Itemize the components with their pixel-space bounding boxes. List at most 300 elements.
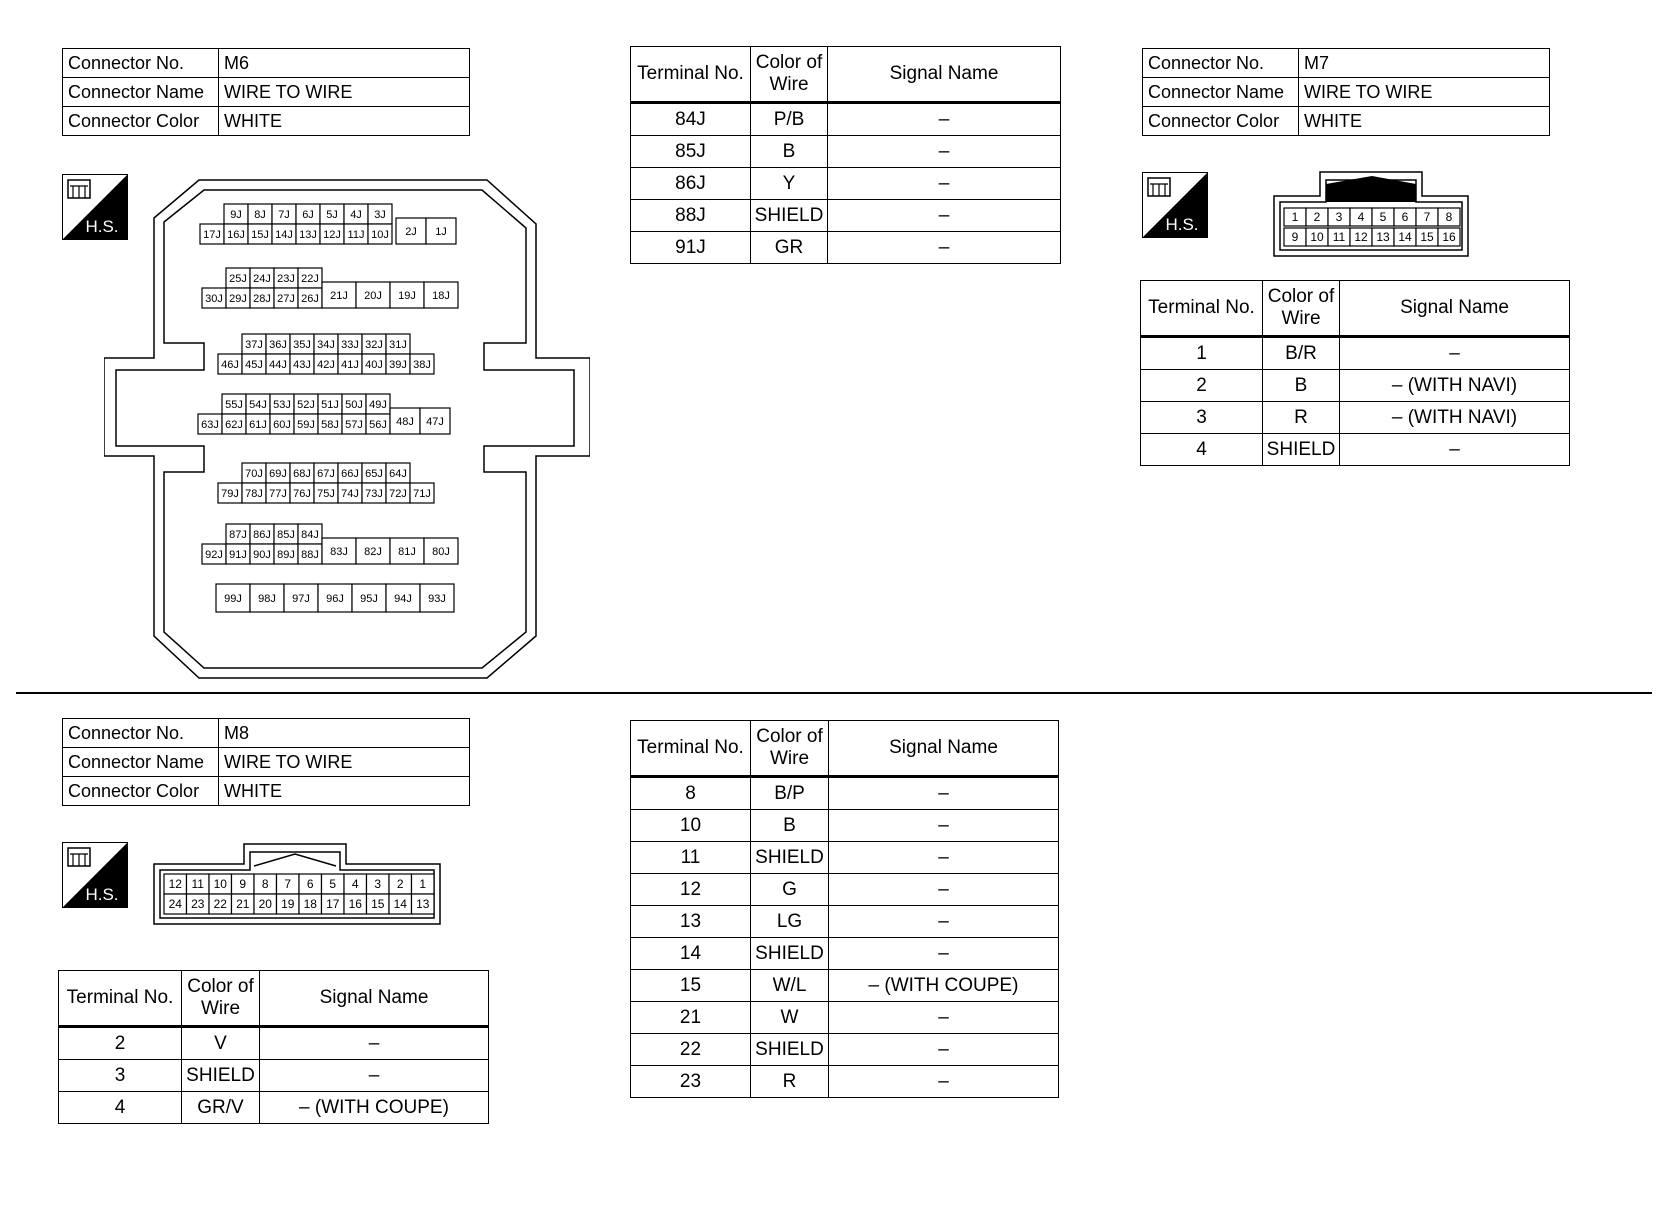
wire-color: SHIELD xyxy=(182,1060,260,1092)
signal-name: – (WITH NAVI) xyxy=(1340,370,1570,402)
pin-cell xyxy=(226,524,250,544)
pin-cell xyxy=(270,414,294,434)
pin-cell xyxy=(426,218,456,244)
pin-cell xyxy=(356,538,390,564)
terminal-no: 13 xyxy=(631,906,751,938)
pin-cell xyxy=(209,894,232,914)
pin-cell xyxy=(338,354,362,374)
pin-cell xyxy=(164,894,187,914)
wire-color: B/P xyxy=(751,777,829,810)
pin-label: 56J xyxy=(369,419,387,431)
pin-label: 28J xyxy=(253,293,271,305)
pin-cell xyxy=(322,538,356,564)
pin-cell xyxy=(362,354,386,374)
pin-label: 21 xyxy=(236,897,250,911)
pin-cell xyxy=(424,282,458,308)
pin-label: 1 xyxy=(1291,210,1299,224)
pin-label: 77J xyxy=(269,488,287,500)
pin-label: 42J xyxy=(317,359,335,371)
pin-label: 32J xyxy=(365,339,383,351)
pin-cell xyxy=(390,538,424,564)
pin-label: 50J xyxy=(345,399,363,411)
section-divider xyxy=(16,692,1652,694)
pin-cell xyxy=(224,204,248,224)
pin-label: 89J xyxy=(277,549,295,561)
signal-name: – xyxy=(828,103,1061,136)
table-row xyxy=(631,103,1061,136)
pin-cell xyxy=(322,894,345,914)
pin-label: 4 xyxy=(1357,210,1365,224)
signal-name-header: Signal Name xyxy=(829,721,1059,777)
signal-name: – xyxy=(829,874,1059,906)
pin-cell xyxy=(410,354,434,374)
pin-label: 65J xyxy=(365,468,383,480)
pin-label: 17J xyxy=(203,229,221,241)
pin-label: 14 xyxy=(1398,230,1412,244)
pin-cell xyxy=(209,874,232,894)
pin-label: 7 xyxy=(284,877,292,891)
pin-label: 11 xyxy=(1332,230,1346,244)
pin-cell xyxy=(198,414,222,434)
signal-name: – xyxy=(829,1034,1059,1066)
table-row xyxy=(631,906,1059,938)
pin-label: 22 xyxy=(213,897,227,911)
terminal-no: 84J xyxy=(631,103,751,136)
wire-color: LG xyxy=(751,906,829,938)
pin-label: 5 xyxy=(329,877,337,891)
pin-label: 3J xyxy=(374,209,386,221)
pin-label: 58J xyxy=(321,419,339,431)
pin-cell xyxy=(1416,228,1438,246)
pin-label: 43J xyxy=(293,359,311,371)
pin-cell xyxy=(318,584,352,612)
pin-label: 24 xyxy=(168,897,182,911)
table-row xyxy=(59,1060,489,1092)
pin-cell xyxy=(368,204,392,224)
pin-cell xyxy=(344,204,368,224)
pin-label: 14J xyxy=(275,229,293,241)
pin-label: 6 xyxy=(1401,210,1409,224)
signal-name: – xyxy=(1340,434,1570,466)
pin-label: 70J xyxy=(245,468,263,480)
pin-cell xyxy=(390,408,420,434)
pin-label: 51J xyxy=(321,399,339,411)
pin-cell xyxy=(1372,208,1394,226)
wire-color-header: Color of Wire xyxy=(751,721,829,777)
connector-name-label: Connector Name xyxy=(63,748,219,777)
table-row xyxy=(631,1034,1059,1066)
pin-label: 6 xyxy=(306,877,314,891)
wire-color: R xyxy=(751,1066,829,1098)
terminal-no: 22 xyxy=(631,1034,751,1066)
wire-color: W xyxy=(751,1002,829,1034)
wire-color-header: Color of Wire xyxy=(751,47,828,103)
table-row xyxy=(631,938,1059,970)
pin-cell xyxy=(296,224,320,244)
pin-label: 2J xyxy=(405,226,417,238)
pin-label: 22J xyxy=(301,273,319,285)
pin-cell xyxy=(412,874,435,894)
pin-label: 96J xyxy=(326,593,344,605)
pin-cell xyxy=(270,394,294,414)
connector-no-value: M6 xyxy=(219,49,470,78)
pin-label: 8 xyxy=(1445,210,1453,224)
connector-no-value: M7 xyxy=(1299,49,1550,78)
pin-cell xyxy=(298,288,322,308)
pin-cell xyxy=(1328,228,1350,246)
pin-label: 57J xyxy=(345,419,363,431)
signal-name-header: Signal Name xyxy=(260,971,489,1027)
signal-name: – xyxy=(829,1002,1059,1034)
pin-label: 46J xyxy=(221,359,239,371)
pin-cell xyxy=(1394,208,1416,226)
pin-label: 48J xyxy=(396,416,414,428)
pin-label: 63J xyxy=(201,419,219,431)
pin-cell xyxy=(386,334,410,354)
pin-cell xyxy=(284,584,318,612)
pin-cell xyxy=(242,463,266,483)
pin-cell xyxy=(246,414,270,434)
pin-label: 16 xyxy=(1442,230,1456,244)
hs-label: H.S. xyxy=(1165,215,1199,234)
signal-name: – xyxy=(829,1066,1059,1098)
pin-cell xyxy=(1350,228,1372,246)
pin-label: 99J xyxy=(224,593,242,605)
pin-label: 92J xyxy=(205,549,223,561)
hs-label: H.S. xyxy=(85,217,119,236)
pin-label: 24J xyxy=(253,273,271,285)
pin-cell xyxy=(202,288,226,308)
pin-cell xyxy=(314,463,338,483)
pin-label: 53J xyxy=(273,399,291,411)
signal-name-header: Signal Name xyxy=(828,47,1061,103)
pin-cell xyxy=(314,334,338,354)
pin-cell xyxy=(272,204,296,224)
pin-label: 16 xyxy=(348,897,362,911)
pin-label: 69J xyxy=(269,468,287,480)
pin-label: 95J xyxy=(360,593,378,605)
pin-cell xyxy=(164,874,187,894)
pin-label: 15 xyxy=(1420,230,1434,244)
pin-cell xyxy=(318,394,342,414)
terminal-no-header: Terminal No. xyxy=(1141,281,1263,337)
signal-name: – xyxy=(828,200,1061,232)
pin-label: 4J xyxy=(350,209,362,221)
pin-label: 38J xyxy=(413,359,431,371)
pin-label: 37J xyxy=(245,339,263,351)
pin-cell xyxy=(299,894,322,914)
pin-cell xyxy=(250,268,274,288)
pin-cell xyxy=(272,224,296,244)
pin-cell xyxy=(1350,208,1372,226)
pin-label: 15 xyxy=(371,897,385,911)
signal-name: – xyxy=(260,1027,489,1060)
pin-cell xyxy=(250,584,284,612)
pin-label: 68J xyxy=(293,468,311,480)
pin-cell xyxy=(412,894,435,914)
pin-cell xyxy=(277,874,300,894)
pin-cell xyxy=(250,288,274,308)
pin-cell xyxy=(390,282,424,308)
pin-cell xyxy=(314,354,338,374)
pin-label: 19J xyxy=(398,290,416,302)
pin-label: 1 xyxy=(419,877,427,891)
pin-cell xyxy=(248,224,272,244)
terminal-no: 23 xyxy=(631,1066,751,1098)
connector-name-value: WIRE TO WIRE xyxy=(219,78,470,107)
pin-cell xyxy=(366,414,390,434)
pin-cell xyxy=(290,354,314,374)
connector-no-label: Connector No. xyxy=(63,719,219,748)
pin-label: 3 xyxy=(374,877,382,891)
pin-label: 34J xyxy=(317,339,335,351)
pin-label: 5 xyxy=(1379,210,1387,224)
pin-cell xyxy=(338,463,362,483)
pin-label: 83J xyxy=(330,546,348,558)
pin-cell xyxy=(320,204,344,224)
pin-cell xyxy=(368,224,392,244)
pin-cell xyxy=(254,894,277,914)
pin-cell xyxy=(420,584,454,612)
pin-cell xyxy=(202,544,226,564)
pin-cell xyxy=(362,483,386,503)
wire-color: SHIELD xyxy=(751,1034,829,1066)
pin-cell xyxy=(232,874,255,894)
terminal-no: 3 xyxy=(59,1060,182,1092)
table-row xyxy=(631,136,1061,168)
pin-label: 13 xyxy=(1376,230,1390,244)
m8-terminal-table-b xyxy=(630,720,1059,1098)
pin-label: 9 xyxy=(239,877,247,891)
pin-cell xyxy=(277,894,300,914)
pin-cell xyxy=(386,584,420,612)
pin-label: 74J xyxy=(341,488,359,500)
pin-label: 27J xyxy=(277,293,295,305)
pin-label: 1J xyxy=(435,226,447,238)
pin-cell xyxy=(290,463,314,483)
pin-label: 81J xyxy=(398,546,416,558)
pin-label: 41J xyxy=(341,359,359,371)
pin-cell xyxy=(318,414,342,434)
wire-color: G xyxy=(751,874,829,906)
harness-side-icon xyxy=(62,842,128,908)
pin-cell xyxy=(200,224,224,244)
pin-cell xyxy=(294,394,318,414)
m6-connector-info xyxy=(62,48,470,136)
pin-label: 2 xyxy=(1313,210,1321,224)
terminal-no-header: Terminal No. xyxy=(631,47,751,103)
pin-label: 49J xyxy=(369,399,387,411)
terminal-no-header: Terminal No. xyxy=(59,971,182,1027)
pin-cell xyxy=(242,483,266,503)
m7-connector-face xyxy=(1270,170,1476,260)
pin-label: 98J xyxy=(258,593,276,605)
pin-cell xyxy=(420,408,450,434)
pin-cell xyxy=(222,414,246,434)
wire-color: SHIELD xyxy=(751,200,828,232)
wire-color: V xyxy=(182,1027,260,1060)
pin-cell xyxy=(298,544,322,564)
terminal-no: 3 xyxy=(1141,402,1263,434)
pin-label: 72J xyxy=(389,488,407,500)
pin-cell xyxy=(274,268,298,288)
pin-cell xyxy=(320,224,344,244)
pin-label: 23 xyxy=(191,897,205,911)
wire-color-header: Color of Wire xyxy=(182,971,260,1027)
signal-name: – xyxy=(829,938,1059,970)
pin-label: 87J xyxy=(229,529,247,541)
connector-name-value: WIRE TO WIRE xyxy=(219,748,470,777)
pin-label: 84J xyxy=(301,529,319,541)
hs-label: H.S. xyxy=(85,885,119,904)
pin-label: 12 xyxy=(1354,230,1368,244)
pin-cell xyxy=(294,414,318,434)
pin-label: 18J xyxy=(432,290,450,302)
wire-color: SHIELD xyxy=(751,842,829,874)
pin-cell xyxy=(266,354,290,374)
pin-label: 55J xyxy=(225,399,243,411)
terminal-no: 4 xyxy=(59,1092,182,1124)
pin-label: 40J xyxy=(365,359,383,371)
wire-color: B xyxy=(1263,370,1340,402)
pin-label: 11J xyxy=(347,229,365,241)
m8-connector-face xyxy=(150,842,446,928)
pin-label: 5J xyxy=(326,209,338,221)
pin-label: 90J xyxy=(253,549,271,561)
table-row xyxy=(631,200,1061,232)
connector-no-label: Connector No. xyxy=(1143,49,1299,78)
pin-label: 61J xyxy=(249,419,267,431)
pin-cell xyxy=(389,894,412,914)
signal-name: – xyxy=(260,1060,489,1092)
pin-label: 16J xyxy=(227,229,245,241)
table-row xyxy=(1141,337,1570,370)
terminal-no: 15 xyxy=(631,970,751,1002)
pin-label: 20 xyxy=(258,897,272,911)
wire-color: B/R xyxy=(1263,337,1340,370)
pin-cell xyxy=(362,463,386,483)
pin-cell xyxy=(248,204,272,224)
pin-label: 75J xyxy=(317,488,335,500)
terminal-no: 91J xyxy=(631,232,751,264)
pin-cell xyxy=(338,334,362,354)
pin-cell xyxy=(232,894,255,914)
connector-color-value: WHITE xyxy=(219,777,470,806)
pin-cell xyxy=(367,894,390,914)
pin-label: 25J xyxy=(229,273,247,285)
pin-cell xyxy=(344,224,368,244)
pin-cell xyxy=(290,334,314,354)
signal-name: – xyxy=(829,842,1059,874)
pin-label: 62J xyxy=(225,419,243,431)
pin-cell xyxy=(1306,208,1328,226)
pin-label: 19 xyxy=(281,897,295,911)
table-row xyxy=(631,777,1059,810)
pin-cell xyxy=(224,224,248,244)
pin-cell xyxy=(250,544,274,564)
wire-color: SHIELD xyxy=(1263,434,1340,466)
pin-cell xyxy=(342,394,366,414)
pin-cell xyxy=(386,354,410,374)
wire-color: Y xyxy=(751,168,828,200)
table-row xyxy=(631,810,1059,842)
pin-cell xyxy=(274,524,298,544)
pin-cell xyxy=(266,483,290,503)
pin-label: 93J xyxy=(428,593,446,605)
terminal-no: 10 xyxy=(631,810,751,842)
pin-cell xyxy=(298,524,322,544)
pin-cell xyxy=(226,288,250,308)
signal-name: – xyxy=(829,906,1059,938)
connector-name-label: Connector Name xyxy=(63,78,219,107)
pin-label: 3 xyxy=(1335,210,1343,224)
pin-label: 23J xyxy=(277,273,295,285)
table-row xyxy=(631,874,1059,906)
wire-color: B xyxy=(751,136,828,168)
pin-label: 14 xyxy=(393,897,407,911)
pin-label: 44J xyxy=(269,359,287,371)
pin-cell xyxy=(187,874,210,894)
wire-color: B xyxy=(751,810,829,842)
pin-cell xyxy=(218,483,242,503)
connector-color-label: Connector Color xyxy=(1143,107,1299,136)
terminal-no-header: Terminal No. xyxy=(631,721,751,777)
connector-no-value: M8 xyxy=(219,719,470,748)
pin-cell xyxy=(322,874,345,894)
pin-cell xyxy=(344,894,367,914)
pin-label: 60J xyxy=(273,419,291,431)
pin-cell xyxy=(266,334,290,354)
wire-color-header: Color of Wire xyxy=(1263,281,1340,337)
connector-name-label: Connector Name xyxy=(1143,78,1299,107)
pin-label: 13J xyxy=(299,229,317,241)
pin-cell xyxy=(274,288,298,308)
pin-label: 13 xyxy=(416,897,430,911)
terminal-no: 4 xyxy=(1141,434,1263,466)
pin-cell xyxy=(242,354,266,374)
pin-label: 97J xyxy=(292,593,310,605)
pin-cell xyxy=(362,334,386,354)
pin-label: 17 xyxy=(326,897,340,911)
connector-color-value: WHITE xyxy=(1299,107,1550,136)
terminal-no: 8 xyxy=(631,777,751,810)
signal-name: – xyxy=(829,810,1059,842)
pin-label: 39J xyxy=(389,359,407,371)
pin-label: 12 xyxy=(168,877,182,891)
table-row xyxy=(59,1092,489,1124)
signal-name: – xyxy=(1340,337,1570,370)
pin-label: 7 xyxy=(1423,210,1431,224)
terminal-no: 11 xyxy=(631,842,751,874)
pin-cell xyxy=(1328,208,1350,226)
pin-cell xyxy=(299,874,322,894)
terminal-no: 88J xyxy=(631,200,751,232)
table-row xyxy=(1141,434,1570,466)
pin-cell xyxy=(187,894,210,914)
pin-label: 86J xyxy=(253,529,271,541)
pin-label: 80J xyxy=(432,546,450,558)
pin-label: 66J xyxy=(341,468,359,480)
pin-label: 26J xyxy=(301,293,319,305)
connector-color-value: WHITE xyxy=(219,107,470,136)
pin-cell xyxy=(1284,208,1306,226)
wire-color: GR/V xyxy=(182,1092,260,1124)
pin-cell xyxy=(322,282,356,308)
terminal-no: 86J xyxy=(631,168,751,200)
terminal-no: 12 xyxy=(631,874,751,906)
table-row xyxy=(1141,370,1570,402)
pin-cell xyxy=(222,394,246,414)
